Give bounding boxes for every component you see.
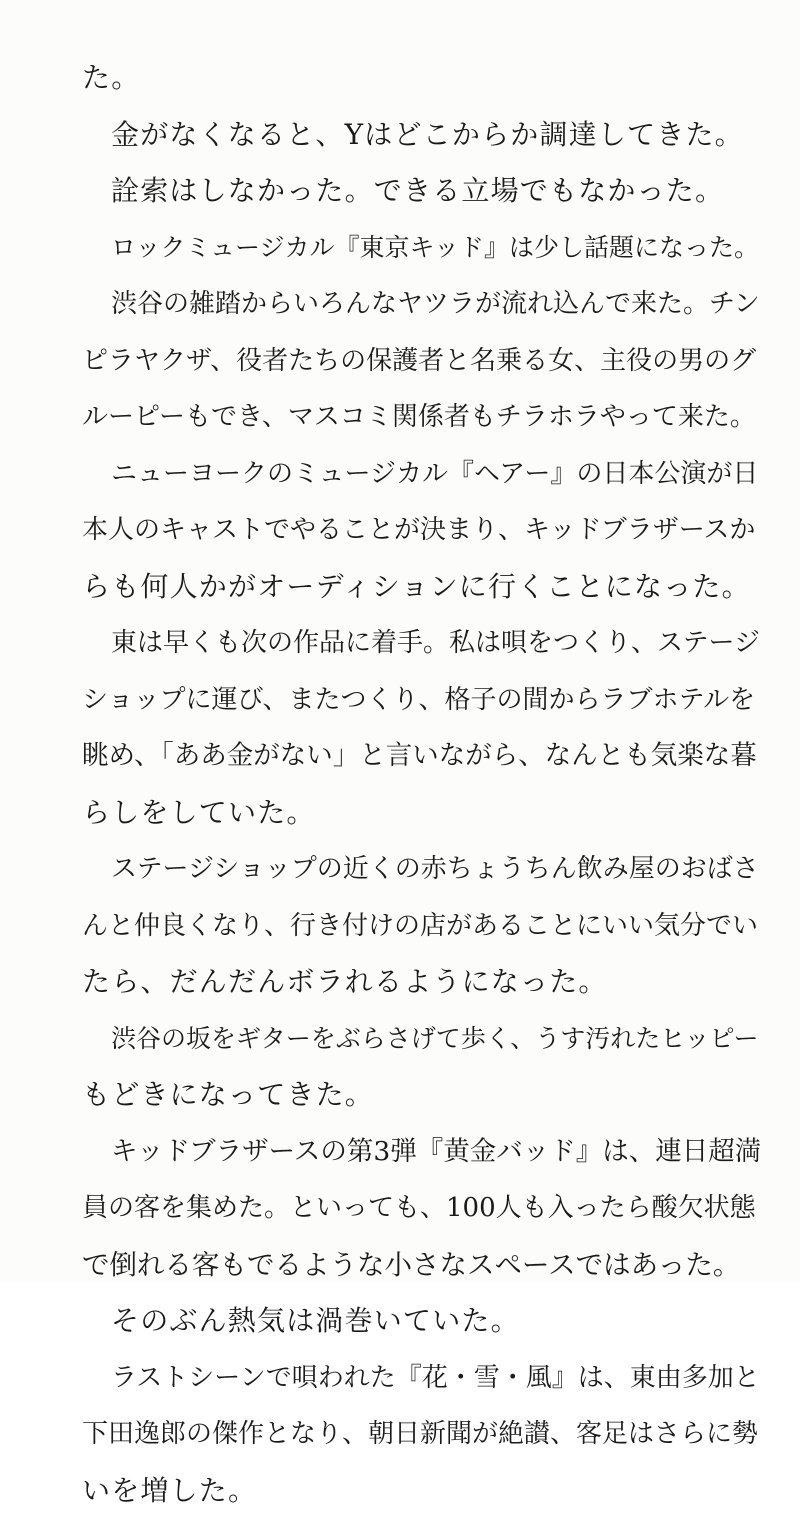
text-line: 下田逸郎の傑作となり、朝日新聞が絶讃、客足はさらに勢: [82, 1406, 762, 1463]
text-line: キッドブラザースの第3弾『黄金バッド』は、連日超満: [82, 1124, 762, 1181]
text-line: 東は早くも次の作品に着手。私は唄をつくり、ステージ: [82, 615, 762, 672]
text-line: ショップに運び、またつくり、格子の間からラブホテルを: [82, 672, 762, 729]
text-line: た。: [82, 50, 762, 107]
text-line: 金がなくなると、Yはどこからか調達してきた。: [82, 107, 762, 164]
text-line: 渋谷の雑踏からいろんなヤツラが流れ込んで来た。チン: [82, 276, 762, 333]
text-line: ステージショップの近くの赤ちょうちん飲み屋のおばさ: [82, 841, 762, 898]
text-line: 眺め、「ああ金がない」と言いながら、なんとも気楽な暮: [82, 728, 762, 785]
text-line: 本人のキャストでやることが決まり、キッドブラザースか: [82, 502, 762, 559]
text-line: いを増した。: [82, 1463, 762, 1519]
text-line: ルーピーもでき、マスコミ関係者もチラホラやって来た。: [82, 389, 762, 446]
text-line: そのぶん熱気は渦巻いていた。: [82, 1293, 762, 1350]
text-line: んと仲良くなり、行き付けの店があることにいい気分でい: [82, 898, 762, 955]
text-line: らしをしていた。: [82, 785, 762, 842]
text-line: もどきになってきた。: [82, 1067, 762, 1124]
text-line: ラストシーンで唄われた『花・雪・風』は、東由多加と: [82, 1350, 762, 1407]
text-line: ニューヨークのミュージカル『ヘアー』の日本公演が日: [82, 446, 762, 503]
text-line: 員の客を集めた。といっても、100人も入ったら酸欠状態: [82, 1180, 762, 1237]
text-line: たら、だんだんボラれるようになった。: [82, 954, 762, 1011]
text-line: 詮索はしなかった。できる立場でもなかった。: [82, 163, 762, 220]
text-line: ピラヤクザ、役者たちの保護者と名乗る女、主役の男のグ: [82, 333, 762, 390]
text-line: で倒れる客もでるような小さなスペースではあった。: [82, 1237, 762, 1294]
body-text: [82, 50, 762, 1519]
text-line: らも何人かがオーディションに行くことになった。: [82, 559, 762, 616]
text-line: ロックミュージカル『東京キッド』は少し話題になった。: [82, 220, 762, 277]
text-line: 渋谷の坂をギターをぶらさげて歩く、うす汚れたヒッピー: [82, 1011, 762, 1068]
